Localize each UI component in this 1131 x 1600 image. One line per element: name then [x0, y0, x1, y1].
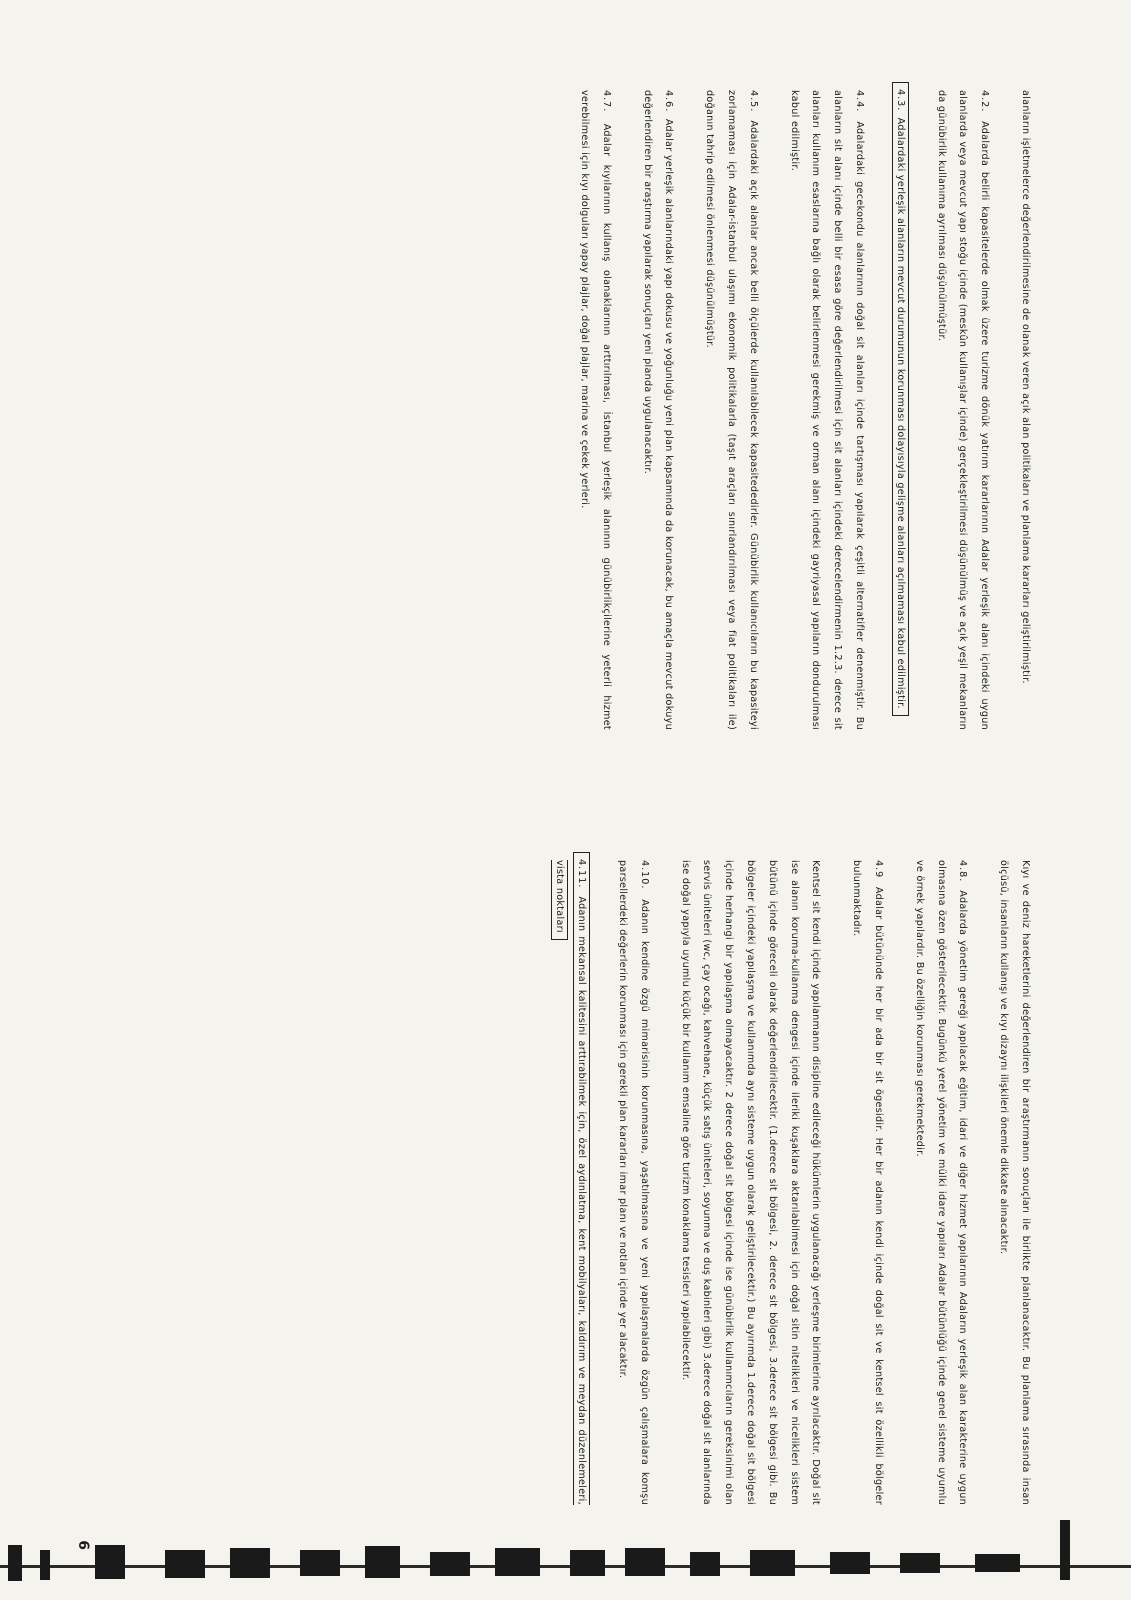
section-number: 4.11.: [576, 859, 588, 889]
section-number: 4.8.: [957, 860, 969, 883]
section-number: 4.9: [873, 860, 885, 879]
boxed-paragraph: 4.11. Adanın mekansal kalitesini arttırabilmek için, özel aydınlatma, kent mobilyaları, kaldırım ve meydan düzenlemeleri, vista noktaları: [551, 852, 590, 1505]
left-column: [196, 90, 1036, 730]
section-number: 4.2.: [979, 90, 991, 113]
paragraph-4-2: 4.2. Adalarda belirli kapasitelerde olmak üzere turizme dönük yatırım kararlarının Adalar yerleşik alanı içindeki uygun alanlarda veya mevcut yapı stoğu içinde (meskûn kullanışlar içinde) gerçekleştirilmesi düşünülmüş ve açık yeşil mekanların da günübirlik kullanıma ayrılması düşünülmüştür.: [935, 90, 991, 730]
section-number: 4.10.: [638, 860, 650, 890]
section-number: 4.5.: [747, 90, 759, 113]
paragraph-4-9: 4.9 Adalar bütününde her bir ada bir sit ögesidir. Her bir adanın kendi içinde doğal sit ve kentsel sit özellikli bölgeler bulunmaktadır.: [851, 860, 885, 1505]
section-number: 4.6.: [663, 90, 675, 113]
paragraph-4-6: 4.6. Adalar yerleşik alanlarındaki yapı dokusu ve yoğunluğu yeni plan kapsamında da korunacak, bu amaçla mevcut dokuyu değerlendiren bir araştırma yapılarak sonuçları yeni planda uygulanacaktır.: [641, 90, 675, 730]
section-number: 4.4.: [854, 90, 866, 113]
paragraph-intro-right: Kıyı ve deniz hareketlerini değerlendiren bir araştırmanın sonuçları ile birlikte planlanacaktır. Bu planlama sırasında insan ölçüsü, insanların kullanışı ve kıyı dizaynı ilişkileri önemle dikkate alınacaktır.: [998, 860, 1031, 1505]
paragraph-4-8: 4.8. Adalarda yönetim gereği yapılacak eğitim, idari ve diğer hizmet yapılarının Adaların yerleşik alan karakterine uygun olmasına özen gösterilecektir. Bugünkü yerel yönetim ve mülki idare yapıları Adalar bütünlüğü içinde genel sisteme uyumlu ve örnek yapılardır. Bu özelliğin korunması gerekmektedir.: [913, 860, 969, 1505]
paragraph-4-11: [549, 860, 593, 1505]
paragraph-4-3: [889, 90, 911, 730]
paragraph-kentsel-sit: Kentsel sit kendi içinde yapılanmanın disipline edileceği hükümlerin uygulanacağı yerleşme birimlerine ayrılacaktır. Doğal sit ise alanın koruma-kullanma dengesi içinde ileriki kuşaklara aktarılabilmesi için doğal sitin nitelikleri ve nicelikleri sistem bütünü içinde göreceli olarak değerlendirilecektir. (1.derece sit bölgesi, 2. derece sit bölgesi, 3.derece sit bölgesi gibi. Bu bölgeler içindeki yapılaşma ve kullanımda aynı sisteme uygun olarak geliştirilecektir.) Bu ayırımda 1.derece doğal sit bölgesi içinde herhangi bir yapılaşma olmayacaktır. 2 derece doğal sit bölgesi içinde ise günübirlik kullanımcıların gereksinimi olan servis üniteleri (wc, çay ocağı, kahvehane, küçük satış üniteleri, soyunma ve duş kabinleri gibi) 3.derece doğal sit alanlarında ise doğal yapıyla uyumlu küçük bir kullanım emsaline göre turizm konaklama tesisleri yapılabilecektir.: [679, 860, 822, 1505]
paragraph-4-7: 4.7. Adalar kıyılarının kullanış olanaklarının arttırılması, İstanbul yerleşik alanının günübirlikçilerine yeterli hizmet verebilmesi için kıyı dolguları yapay plajlar, doğal plajlar, marina ve çekek yerleri.: [579, 90, 612, 730]
paragraph-4-5: 4.5. Adalardaki açık alanlar ancak belli ölçülerde kullanılabilecek kapasitededirler. Günübirlik kullanıcıların bu kapasiteyi zorlamaması için Adalar-İstanbul ulaşımı ekonomik politikalarla (taşıt araçları sınırlandırılması veya fiat politikaları ile) doğanın tahrip edilmesi önlenmesi düşünülmüştür.: [704, 90, 759, 730]
section-number: 4.3.: [894, 89, 906, 112]
paragraph-4-4: 4.4. Adalardaki gecekondu alanlarının doğal sit alanları içinde tartışması yapılarak çeşitli alternatifler denenmiştir. Bu alanların sit alanı içinde belli bir esasa göre değerlendirilmesi için sit alanları içindeki derecelendirmenin 1.2.3. derece sit alanları kullanım esaslarına bağlı olarak belirlenmesi gerekmiş ve orman alanı içindeki gayriyasal yapıların dondurulması kabul edilmiştir.: [788, 90, 866, 730]
right-column: [196, 860, 1036, 1505]
section-number: 4.7.: [600, 90, 612, 113]
paragraph-intro-left: alanların işletmelerce değerlendirilmesine de olanak veren açık alan politikaları ve planlama kararları geliştirilmiştir.: [1020, 90, 1031, 684]
page-number: 6: [75, 1540, 91, 1550]
paragraph-4-10: 4.10. Adanın kendine özgü mimarisinin korunmasına, yaşatılmasına ve yeni yapılaşmalarda özgün çalışmalara komşu parsellerdeki değerlerin korunması için gerekli plan kararları imar planı ve notları içinde yer alacaktır.: [617, 860, 650, 1505]
boxed-paragraph: 4.3. Adalardaki yerleşik alanların mevcut durumunun korunması dolayısıyla gelişme alanları açılmaması kabul edilmiştir.: [892, 82, 909, 716]
